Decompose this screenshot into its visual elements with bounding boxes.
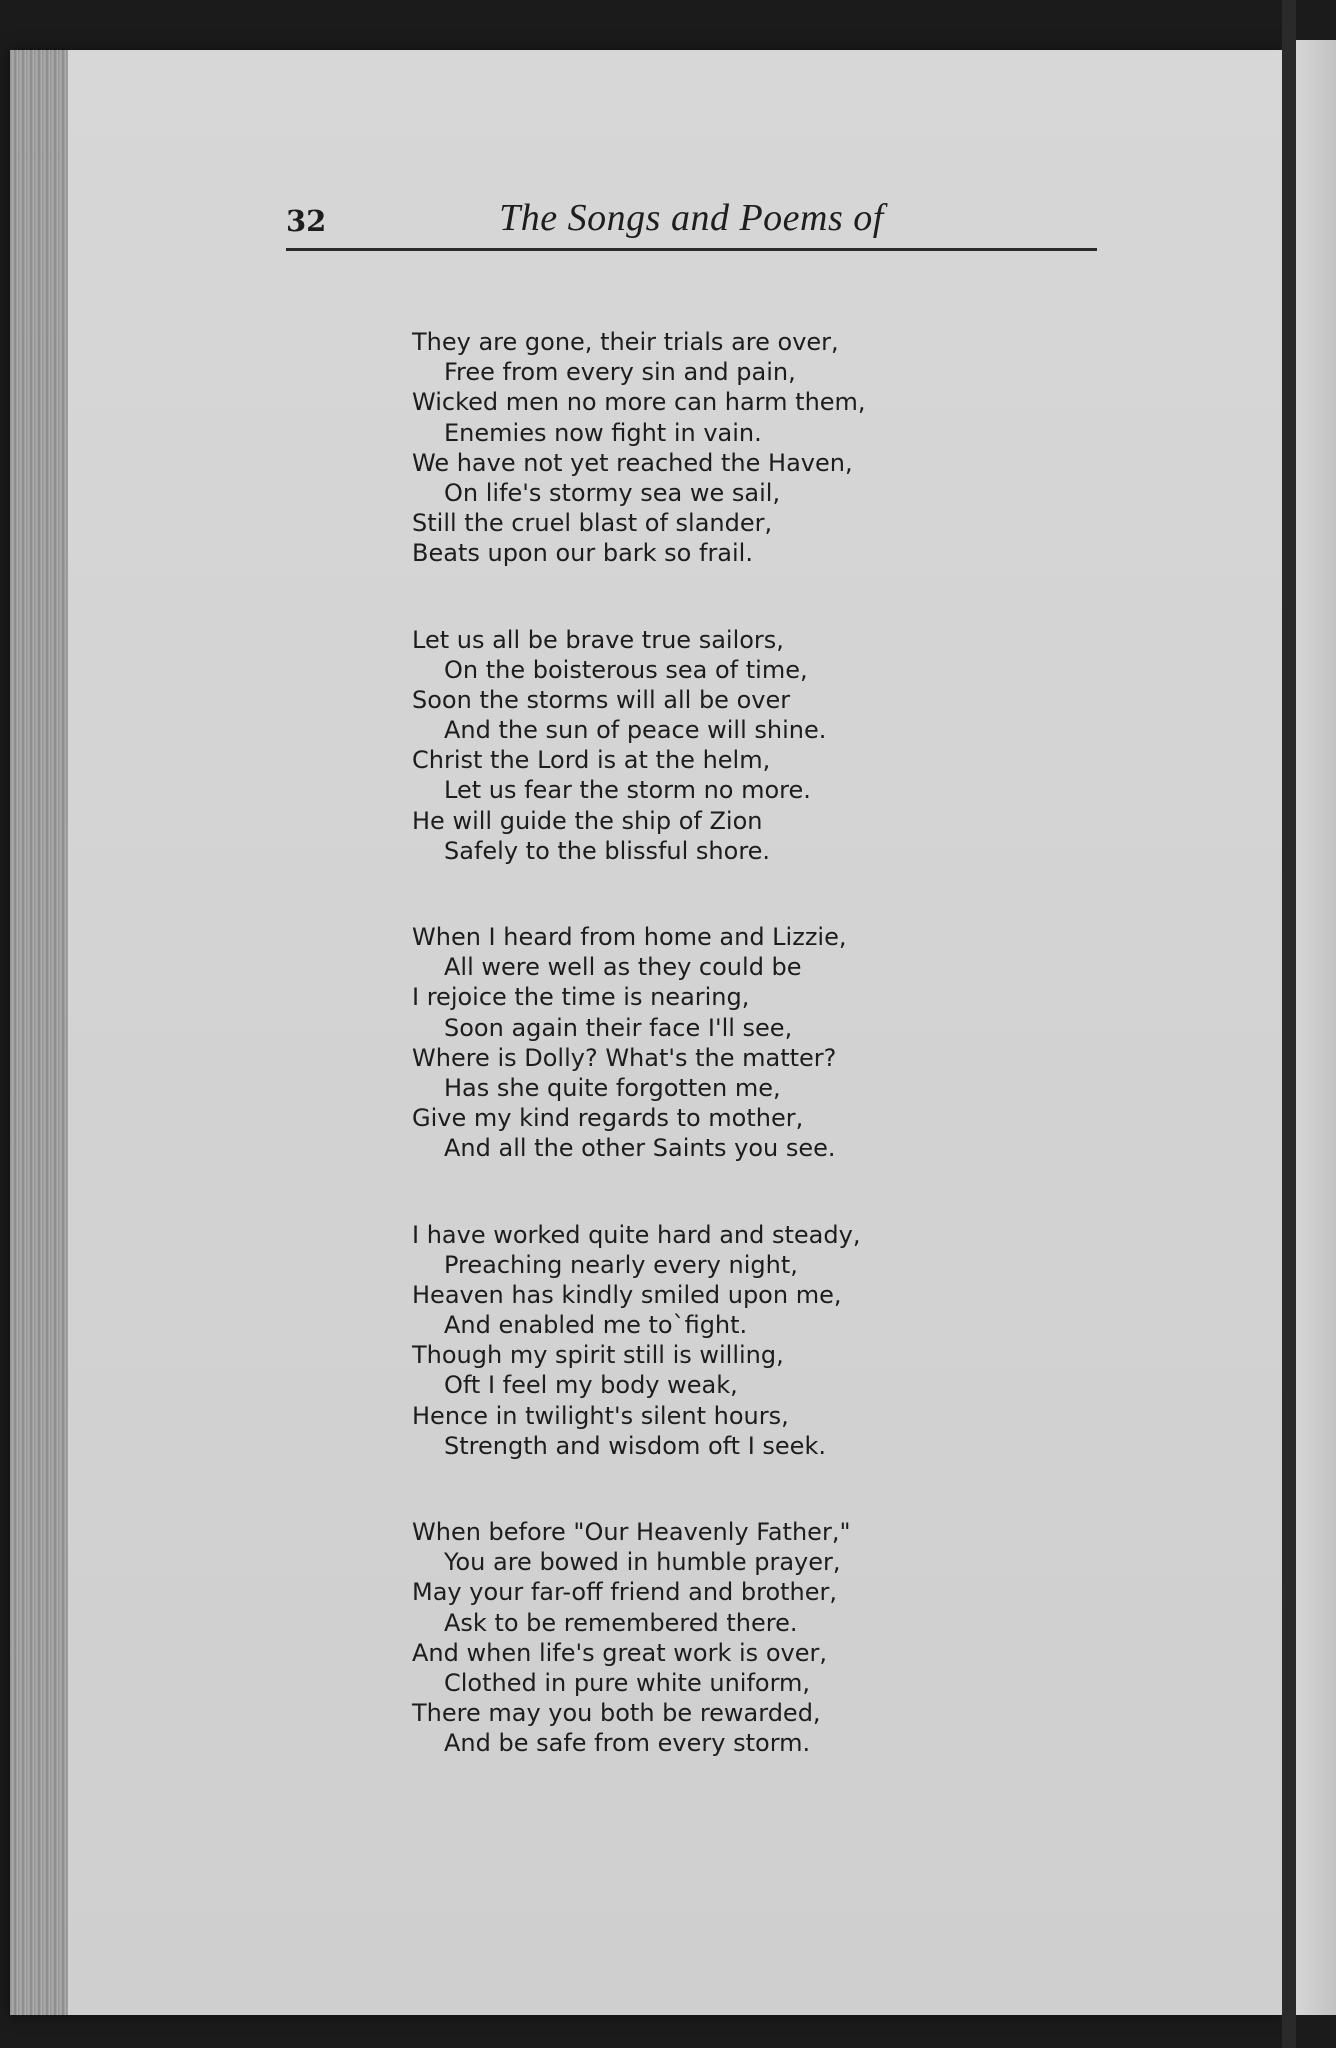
poem-line: Preaching nearly every night, [444,1250,798,1279]
facing-page-edge [1296,40,1336,2015]
page-header [286,196,1097,256]
poem-line: On the boisterous sea of time, [444,655,808,684]
poem-line: Beats upon our bark so frail. [412,539,753,568]
header-rule [286,248,1097,251]
stanza [412,625,1012,867]
poem-line: And when life's great work is over, [412,1638,827,1667]
page-stack-edge [10,50,68,2015]
poem-line: Enemies now fight in vain. [444,418,762,447]
poem-line: Hence in twilight's silent hours, [412,1401,789,1430]
poem-line: And enabled me to`fight. [444,1311,748,1340]
poem-line: Soon again their face I'll see, [444,1013,793,1042]
poem-line: Let us all be brave true sailors, [412,625,784,654]
poem-line: On life's stormy sea we sail, [444,478,781,507]
poem-line: Wicked men no more can harm them, [412,388,866,417]
stanza [412,1220,1012,1462]
poem-line: Safely to the blissful shore. [444,836,771,865]
poem-line: You are bowed in humble prayer, [444,1548,841,1577]
stanza [412,327,1012,569]
poem-line: And be safe from every storm. [444,1729,811,1758]
poem-line: Where is Dolly? What's the matter? [412,1043,837,1072]
poem-line: Though my spirit still is willing, [412,1341,784,1370]
poem-line: Give my kind regards to mother, [412,1104,804,1133]
poem-body [412,327,1012,1815]
poem-line: Oft I feel my body weak, [444,1371,738,1400]
poem-line: Has she quite forgotten me, [444,1073,781,1102]
poem-line: And all the other Saints you see. [444,1134,836,1163]
poem-line: And the sun of peace will shine. [444,716,827,745]
poem-line: Ask to be remembered there. [444,1608,798,1637]
poem-line: He will guide the ship of Zion [412,806,763,835]
poem-line: There may you both be rewarded, [412,1699,821,1728]
poem-line: When I heard from home and Lizzie, [412,923,847,951]
poem-line: I rejoice the time is nearing, [412,983,750,1012]
poem-line: Let us fear the storm no more. [444,776,811,805]
stanza [412,1517,1012,1759]
poem-line: All were well as they could be [444,953,802,982]
poem-line: They are gone, their trials are over, [412,328,839,356]
running-head: The Songs and Poems of [499,197,884,239]
page-number: 32 [286,204,327,238]
poem-line: Soon the storms will all be over [412,685,791,714]
poem-line: May your far-off friend and brother, [412,1578,838,1607]
poem-line: Still the cruel blast of slander, [412,509,773,538]
poem-line: Strength and wisdom oft I seek. [444,1431,826,1460]
poem-line: Heaven has kindly smiled upon me, [412,1280,842,1309]
poem-line: We have not yet reached the Haven, [412,448,853,477]
poem-line: When before "Our Heavenly Father," [412,1518,851,1546]
book-gutter [1282,0,1296,2048]
stanza [412,922,1012,1164]
poem-line: Christ the Lord is at the helm, [412,746,771,775]
poem-line: I have worked quite hard and steady, [412,1220,861,1249]
poem-line: Clothed in pure white uniform, [444,1668,811,1697]
poem-line: Free from every sin and pain, [444,358,796,387]
